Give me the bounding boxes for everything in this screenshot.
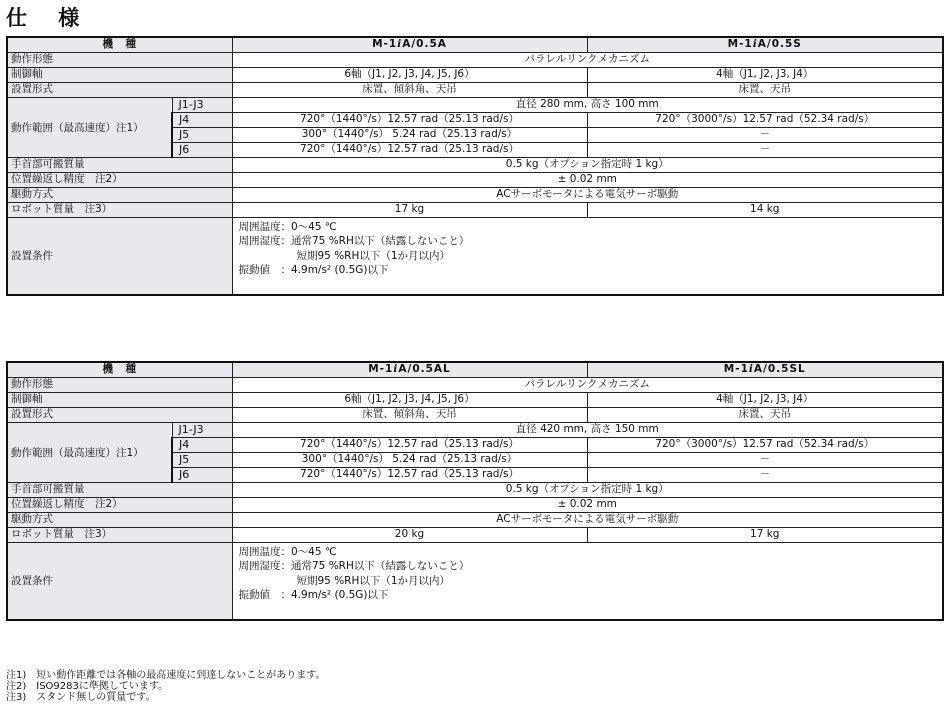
range-j6-value-sl: － [587, 468, 943, 483]
table-row-install [7, 218, 943, 296]
range-j6-value-al: 720°（1440°/s）12.57 rad（25.13 rad/s） [232, 468, 587, 483]
install-line-humidity: 周囲湿度：通常75 %RH以下（結露しないこと） [238, 235, 470, 248]
model-name-s: M-1iA/0.5S [587, 37, 943, 53]
table-row-range-j1j3 [7, 98, 943, 113]
axes-value-sl: 4軸（J1, J2, J3, J4） [587, 393, 943, 408]
range-label: 動作範囲（最高速度）注1） [7, 98, 172, 158]
payload-label: 手首部可搬質量 [7, 483, 232, 498]
range-sub-j4: J4 [172, 438, 232, 453]
footnote-3: 注3) スタンド無しの質量です。 [6, 692, 156, 703]
install-conditions [232, 218, 943, 296]
install-label: 設置条件 [7, 218, 232, 296]
motion-type-label: 動作形態 [7, 378, 232, 393]
motion-type-value: パラレルリンクメカニズム [232, 53, 943, 68]
table-row-mass [7, 528, 943, 543]
mounting-value-sl: 床置、天吊 [587, 408, 943, 423]
axes-value-al: 6軸（J1, J2, J3, J4, J5, J6） [232, 393, 587, 408]
mounting-value-al: 床置、傾斜角、天吊 [232, 408, 587, 423]
mounting-label: 設置形式 [7, 83, 232, 98]
spec-table-1 [6, 36, 944, 296]
repeatability-value: ± 0.02 mm [232, 498, 943, 513]
install-line-humidity-short: 短期95 %RH以下（1か月以内） [296, 249, 451, 262]
install-line-humidity-short: 短期95 %RH以下（1か月以内） [296, 574, 451, 587]
range-sub-j6: J6 [172, 468, 232, 483]
table-row-payload [7, 158, 943, 173]
table-row-install [7, 543, 943, 621]
table-row-mass [7, 203, 943, 218]
range-j4-value-s: 720°（3000°/s）12.57 rad（52.34 rad/s） [587, 113, 943, 128]
model-name-sl: M-1iA/0.5SL [587, 362, 943, 378]
model-name-a: M-1iA/0.5A [232, 37, 587, 53]
range-label: 動作範囲（最高速度）注1） [7, 423, 172, 483]
install-line-vibration: 振動値 ：4.9m/s² (0.5G)以下 [238, 264, 389, 277]
mass-label: ロボット質量 注3） [7, 528, 232, 543]
table-row-drive [7, 188, 943, 203]
axes-label: 制御軸 [7, 393, 232, 408]
range-j4-value-sl: 720°（3000°/s）12.57 rad（52.34 rad/s） [587, 438, 943, 453]
repeatability-label: 位置繰返し精度 注2） [7, 173, 232, 188]
spec-table-2 [6, 361, 944, 621]
range-value-j1j3: 直径 280 mm, 高さ 100 mm [232, 98, 943, 113]
table-row-model [7, 362, 943, 378]
footnotes [6, 670, 325, 703]
model-header-label: 機 種 [7, 362, 232, 378]
range-sub-j1j3: J1-J3 [172, 423, 232, 438]
drive-value: ACサーボモータによる電気サーボ駆動 [232, 513, 943, 528]
mounting-label: 設置形式 [7, 408, 232, 423]
table-row-range-j1j3 [7, 423, 943, 438]
drive-label: 駆動方式 [7, 513, 232, 528]
range-sub-j5: J5 [172, 453, 232, 468]
model-name-al: M-1iA/0.5AL [232, 362, 587, 378]
mass-value-al: 20 kg [232, 528, 587, 543]
range-j5-value-s: － [587, 128, 943, 143]
range-j4-value-a: 720°（1440°/s）12.57 rad（25.13 rad/s） [232, 113, 587, 128]
footnote-2: 注2) ISO9283に準拠しています。 [6, 681, 169, 692]
table-row-motion-type [7, 378, 943, 393]
range-j5-value-a: 300°（1440°/s） 5.24 rad（25.13 rad/s） [232, 128, 587, 143]
range-sub-j6: J6 [172, 143, 232, 158]
install-label: 設置条件 [7, 543, 232, 621]
mass-label: ロボット質量 注3） [7, 203, 232, 218]
range-value-j1j3: 直径 420 mm, 高さ 150 mm [232, 423, 943, 438]
payload-value: 0.5 kg（オプション指定時 1 kg） [232, 158, 943, 173]
footnote-1: 注1) 短い動作距離では各軸の最高速度に到達しないことがあります。 [6, 670, 326, 681]
install-line-vibration: 振動値 ：4.9m/s² (0.5G)以下 [238, 589, 389, 602]
mass-value-s: 14 kg [587, 203, 943, 218]
motion-type-label: 動作形態 [7, 53, 232, 68]
repeatability-value: ± 0.02 mm [232, 173, 943, 188]
table-row-motion-type [7, 53, 943, 68]
model-header-label: 機 種 [7, 37, 232, 53]
table-row-drive [7, 513, 943, 528]
range-j6-value-s: － [587, 143, 943, 158]
table-row-payload [7, 483, 943, 498]
table-row-mounting [7, 83, 943, 98]
axes-label: 制御軸 [7, 68, 232, 83]
axes-value-a: 6軸（J1, J2, J3, J4, J5, J6） [232, 68, 587, 83]
mass-value-sl: 17 kg [587, 528, 943, 543]
range-sub-j1j3: J1-J3 [172, 98, 232, 113]
axes-value-s: 4軸（J1, J2, J3, J4） [587, 68, 943, 83]
mounting-value-a: 床置、傾斜角、天吊 [232, 83, 587, 98]
table-row-axes [7, 393, 943, 408]
range-j5-value-al: 300°（1440°/s） 5.24 rad（25.13 rad/s） [232, 453, 587, 468]
range-j5-value-sl: － [587, 453, 943, 468]
table-row-mounting [7, 408, 943, 423]
motion-type-value: パラレルリンクメカニズム [232, 378, 943, 393]
install-line-temp: 周囲温度：0～45 ℃ [238, 546, 337, 558]
payload-label: 手首部可搬質量 [7, 158, 232, 173]
table-row-model [7, 37, 943, 53]
table-row-repeatability [7, 498, 943, 513]
table-row-repeatability [7, 173, 943, 188]
install-conditions [232, 543, 943, 621]
install-line-humidity: 周囲湿度：通常75 %RH以下（結露しないこと） [238, 560, 470, 573]
drive-label: 駆動方式 [7, 188, 232, 203]
table-row-axes [7, 68, 943, 83]
install-line-temp: 周囲温度：0～45 ℃ [238, 221, 337, 233]
range-j4-value-al: 720°（1440°/s）12.57 rad（25.13 rad/s） [232, 438, 587, 453]
range-sub-j4: J4 [172, 113, 232, 128]
drive-value: ACサーボモータによる電気サーボ駆動 [232, 188, 943, 203]
payload-value: 0.5 kg（オプション指定時 1 kg） [232, 483, 943, 498]
range-j6-value-a: 720°（1440°/s）12.57 rad（25.13 rad/s） [232, 143, 587, 158]
mounting-value-s: 床置、天吊 [587, 83, 943, 98]
repeatability-label: 位置繰返し精度 注2） [7, 498, 232, 513]
mass-value-a: 17 kg [232, 203, 587, 218]
page-title: 仕 様 [6, 6, 92, 30]
range-sub-j5: J5 [172, 128, 232, 143]
